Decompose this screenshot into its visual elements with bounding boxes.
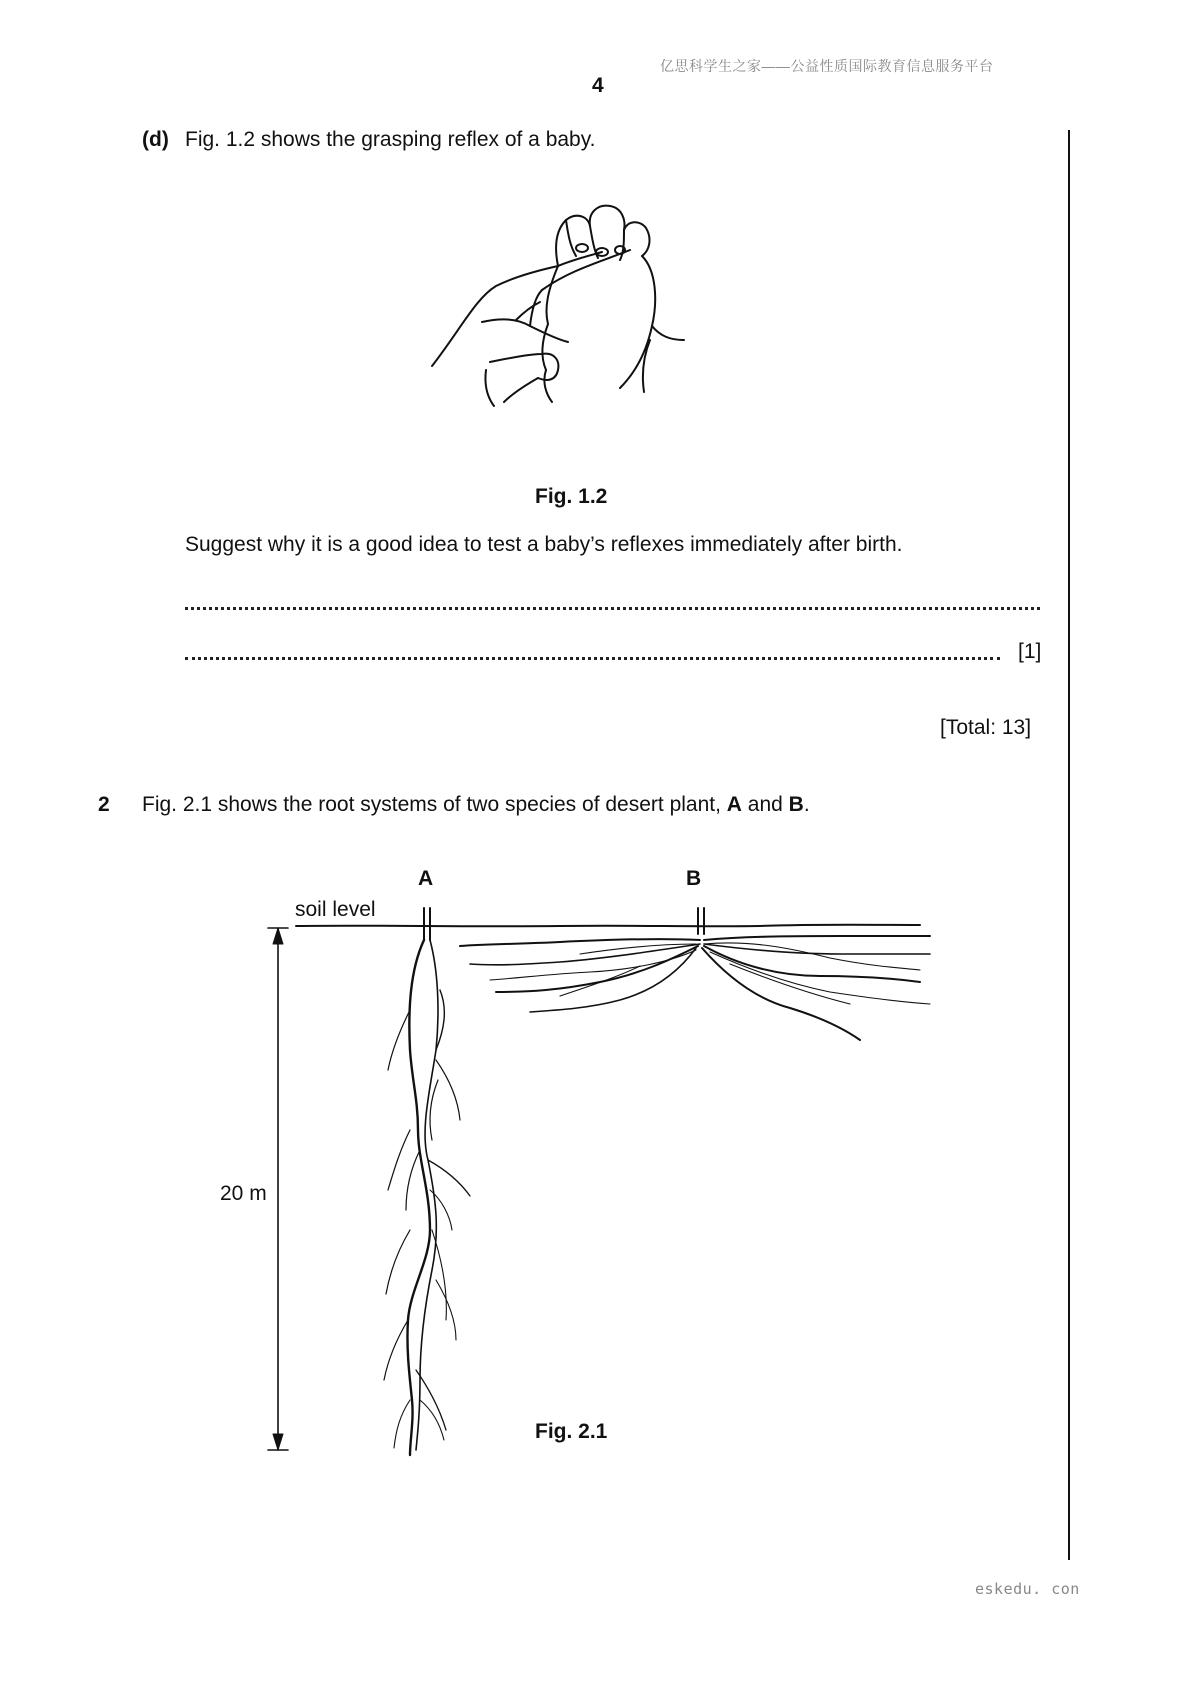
footer-site: eskedu. con [975,1580,1080,1598]
margin-rule [1068,130,1070,1560]
label-plant-a: A [418,867,434,890]
plant-b-shallow-roots [460,908,930,1040]
grasping-reflex-illustration [420,190,720,450]
answer-line-2[interactable] [185,657,1000,660]
page-number: 4 [592,74,604,97]
q2-plant-a: A [726,793,742,816]
root-systems-diagram [260,900,960,1460]
question-2-number: 2 [98,793,110,816]
header-watermark: 亿思科学生之家——公益性质国际教育信息服务平台 [660,58,994,74]
question-total: [Total: 13] [940,716,1032,739]
mark-allocation: [1] [1018,640,1042,663]
q2-intro-suffix: . [803,793,810,816]
q2-and: and [741,793,789,816]
label-depth: 20 m [220,1182,267,1205]
part-label-d: (d) [142,128,169,151]
fig-2-1-caption: Fig. 2.1 [535,1420,608,1443]
plant-a-taproot [384,908,470,1455]
q2-plant-b: B [788,793,804,816]
q2-intro-prefix: Fig. 2.1 shows the root systems of two species of desert plant, [142,793,727,816]
answer-line-1[interactable] [185,607,1040,610]
q1d-question: Suggest why it is a good idea to test a baby’s reflexes immediately after birth. [185,533,903,556]
q1d-intro: Fig. 1.2 shows the grasping reflex of a baby. [185,128,596,151]
fig-1-2-caption: Fig. 1.2 [535,485,608,508]
label-soil-level: soil level [295,898,376,921]
label-plant-b: B [686,867,702,890]
q2-intro [142,793,810,817]
